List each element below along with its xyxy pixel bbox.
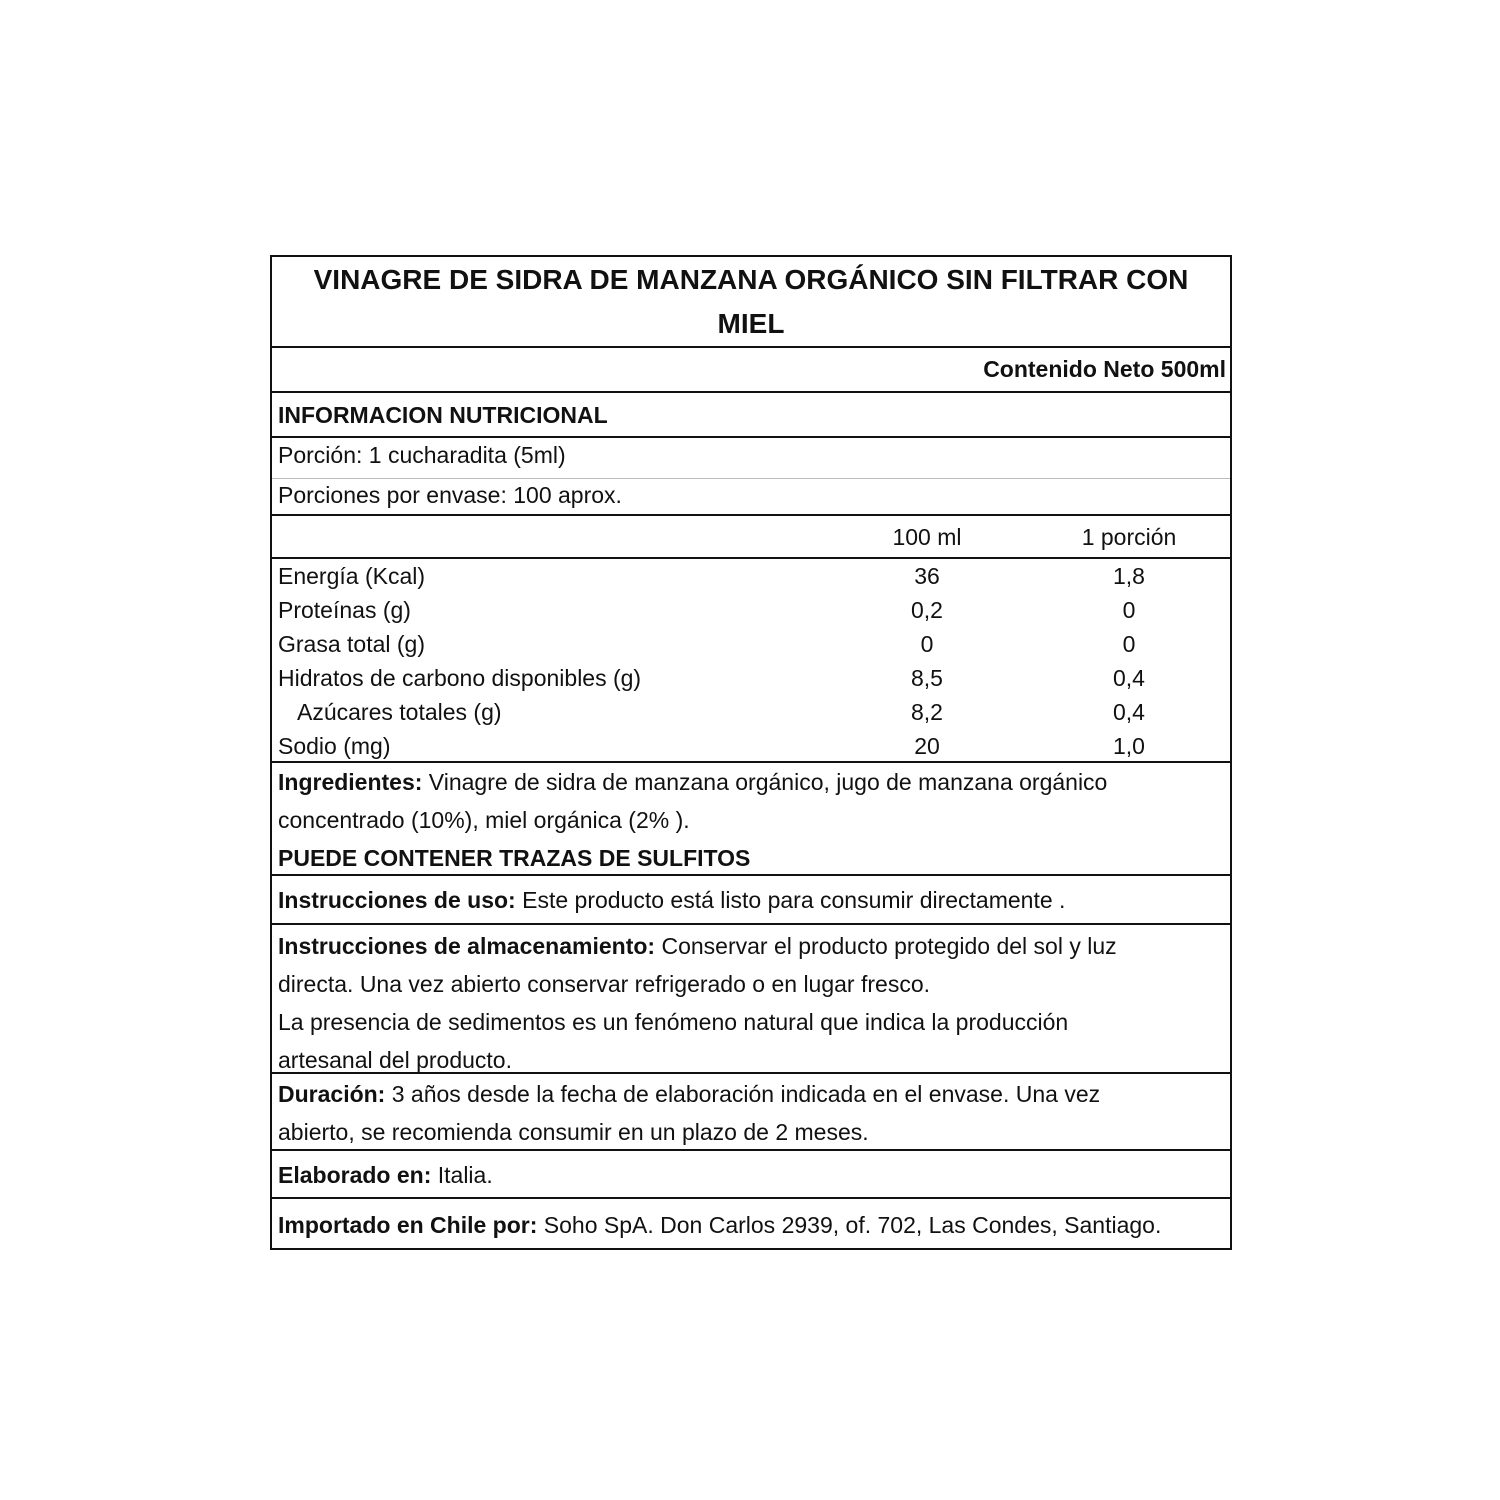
duration-line-2: abierto, se recomienda consumir en un plazo de 2 meses. [278,1119,869,1145]
nutrient-name: Sodio (mg) [278,733,391,759]
storage-text: Conservar el producto protegido del sol y luz [655,933,1117,959]
nutrition-row-sodium [272,730,1230,764]
value-portion: 0,4 [1113,699,1145,725]
column-header-portion: 1 porción [1081,524,1177,550]
importer-label: Importado en Chile por: [278,1212,538,1238]
origin-section [272,1151,1230,1199]
value-100ml: 20 [914,733,940,759]
usage-text: Este producto está listo para consumir directamente . [515,887,1066,913]
value-100ml: 36 [914,563,940,589]
ingredients-text: Vinagre de sidra de manzana orgánico, jugo de manzana orgánico [422,769,1108,795]
nutrient-name: Azúcares totales (g) [297,699,502,725]
duration-section [272,1074,1230,1151]
storage-line-3: La presencia de sedimentos es un fenómeno natural que indica la producción [278,1009,1069,1035]
duration-line-1 [278,1075,1224,1113]
usage-section [272,876,1230,925]
value-100ml: 0,2 [911,597,943,623]
nutrition-table [272,559,1230,763]
value-portion: 0,4 [1113,665,1145,691]
nutrient-name: Hidratos de carbono disponibles (g) [278,665,642,691]
portion-size: Porción: 1 cucharadita (5ml) [272,438,1230,479]
ingredients-section [272,763,1230,876]
nutrition-heading: INFORMACION NUTRICIONAL [272,393,1230,438]
value-portion: 1,8 [1113,563,1145,589]
ingredients-line-2: concentrado (10%), miel orgánica (2% ). [278,807,690,833]
storage-line-1 [278,927,1224,965]
value-100ml: 0 [920,631,934,657]
nutrient-name: Proteínas (g) [278,597,411,623]
importer-section [272,1199,1230,1248]
value-portion: 0 [1122,631,1136,657]
nutrition-row-fat [272,628,1230,662]
nutrition-column-headers [272,516,1230,559]
origin-text: Italia. [431,1162,493,1188]
value-100ml: 8,5 [911,665,943,691]
column-header-100ml: 100 ml [892,524,962,550]
nutrition-row-carbs [272,662,1230,696]
nutrition-row-energy [272,560,1230,594]
storage-section [272,925,1230,1074]
storage-label: Instrucciones de almacenamiento: [278,933,656,959]
importer-text: Soho SpA. Don Carlos 2939, of. 702, Las Condes, Santiago. [537,1212,1162,1238]
product-label [270,255,1232,1250]
ingredients-line-1 [278,763,1224,801]
servings-per-container: Porciones por envase: 100 aprox. [272,479,1230,516]
origin-label: Elaborado en: [278,1162,432,1188]
nutrient-name: Energía (Kcal) [278,563,426,589]
storage-line-4: artesanal del producto. [278,1047,512,1073]
value-portion: 1,0 [1113,733,1145,759]
nutrient-name: Grasa total (g) [278,631,425,657]
nutrition-row-sugars [272,696,1230,730]
product-title: VINAGRE DE SIDRA DE MANZANA ORGÁNICO SIN FILTRAR CON MIEL [272,257,1230,348]
net-content: Contenido Neto 500ml [272,348,1230,393]
usage-label: Instrucciones de uso: [278,887,516,913]
storage-line-2: directa. Una vez abierto conservar refrigerado o en lugar fresco. [278,971,930,997]
value-portion: 0 [1122,597,1136,623]
allergen-warning: PUEDE CONTENER TRAZAS DE SULFITOS [278,845,751,871]
value-100ml: 8,2 [911,699,943,725]
duration-text: 3 años desde la fecha de elaboración indicada en el envase. Una vez [385,1081,1101,1107]
duration-label: Duración: [278,1081,386,1107]
ingredients-label: Ingredientes: [278,769,423,795]
nutrition-row-protein [272,594,1230,628]
